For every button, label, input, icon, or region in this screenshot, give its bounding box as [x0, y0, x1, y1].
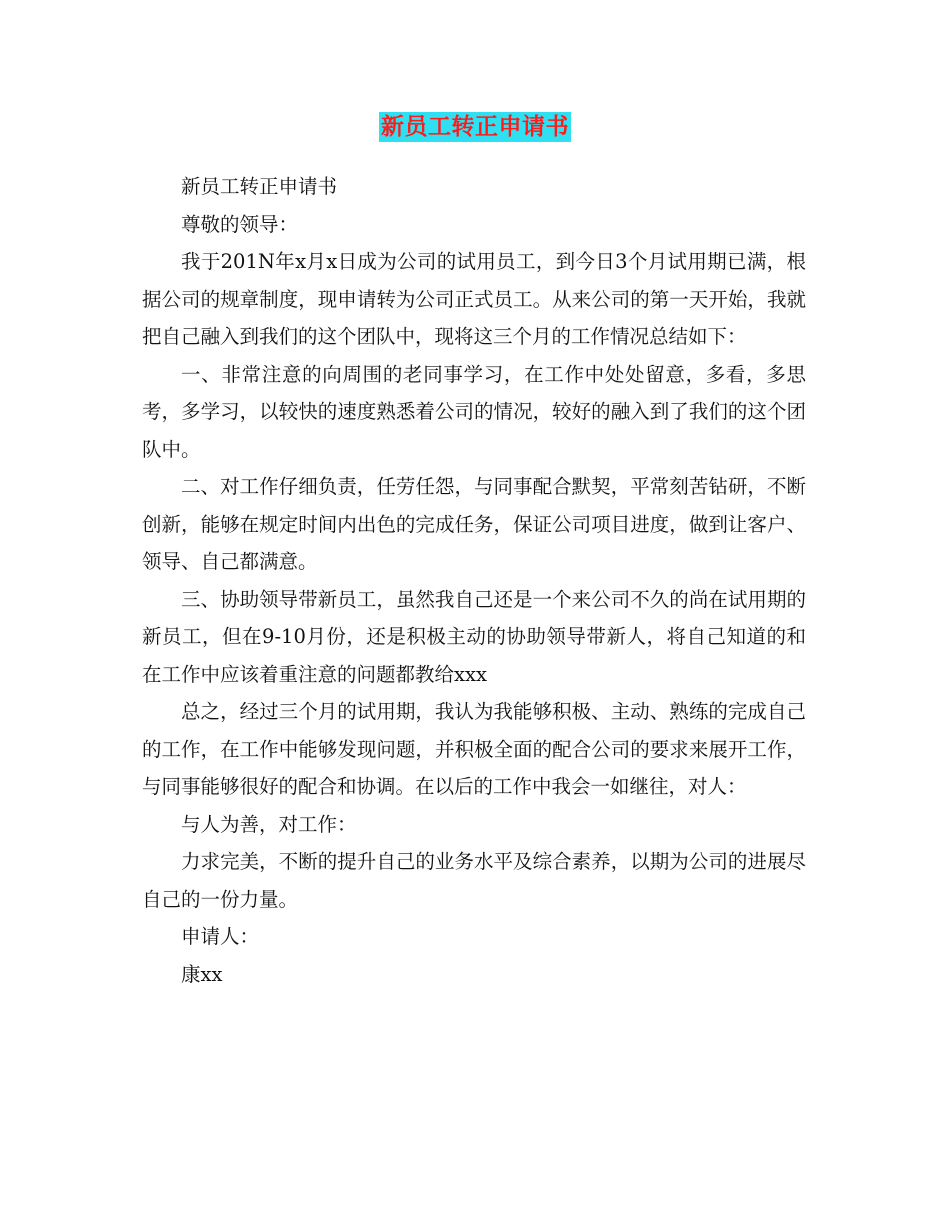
paragraph-salutation: 尊敬的领导： [181, 212, 299, 236]
paragraph-subtitle: 新员工转正申请书 [181, 175, 338, 198]
document-title: 新员工转正申请书 [381, 114, 569, 140]
paragraph-work: 力求完美，不断的提升自己的业务水平及综合素养，以期为公司的进展尽自己的一份力量。 [142, 850, 806, 911]
document-body [142, 168, 806, 993]
paragraph-summary: 总之，经过三个月的试用期，我认为我能够积极、主动、熟练的完成自己的工作，在工作中能够发现问题，并积极全面的配合公司的要求来展开工作，与同事能够很好的配合和协调。在以后的工作中我会一如继往，对人： [142, 700, 806, 798]
paragraph-people: 与人为善，对工作： [181, 812, 357, 836]
title-container [0, 112, 950, 142]
paragraph-intro: 我于201N年x月x日成为公司的试用员工，到今日3个月试用期已满，根据公司的规章制度，现申请转为公司正式员工。从来公司的第一天开始，我就把自己融入到我们的这个团队中，现将这三个月的工作情况总结如下： [142, 250, 806, 348]
applicant-label: 申请人： [181, 925, 260, 948]
applicant-name: 康xx [181, 962, 223, 986]
paragraph-point-2: 二、对工作仔细负责，任劳任怨，与同事配合默契，平常刻苦钻研，不断创新，能够在规定时间内出色的完成任务，保证公司项目进度，做到让客户、领导、自己都满意。 [142, 475, 806, 573]
paragraph-point-3: 三、协助领导带新员工，虽然我自己还是一个来公司不久的尚在试用期的新员工，但在9-10月份，还是积极主动的协助领导带新人，将自己知道的和在工作中应该着重注意的问题都教给xxx [142, 587, 806, 686]
paragraph-point-1: 一、非常注意的向周围的老同事学习，在工作中处处留意，多看，多思考，多学习，以较快的速度熟悉着公司的情况，较好的融入到了我们的这个团队中。 [142, 362, 806, 461]
